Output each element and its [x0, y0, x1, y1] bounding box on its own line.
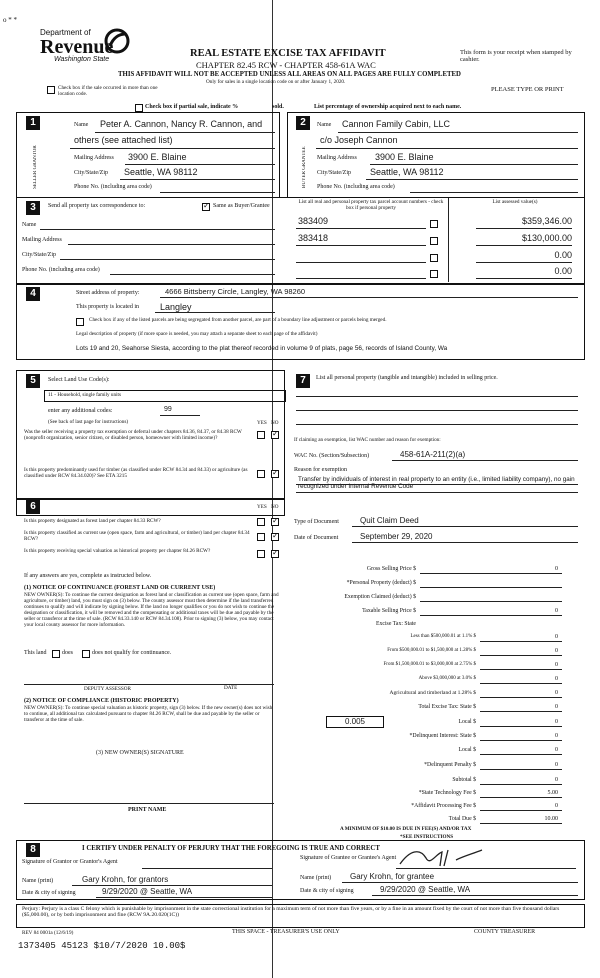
calc-value[interactable]: 0	[555, 704, 558, 710]
wac-label: WAC No. (Section/Subsection)	[294, 453, 370, 459]
compliance-title: (2) NOTICE OF COMPLIANCE (HISTORIC PROPERTY)	[24, 698, 179, 704]
rev-number: REV 84 0001a (12/6/19)	[22, 930, 74, 936]
calc-value[interactable]: 0	[555, 719, 558, 725]
section-7-number: 7	[296, 374, 310, 388]
compliance-text: NEW OWNER(S): To continue special valuation as historic property, sign (3) below. If the new owner(s) does not wish to continue, all additional tax calculated pursuant to chapter 84.26 RCW, shall be due and payable by the seller or transferor at the time of sale.	[24, 705, 273, 723]
personal-property-checkbox[interactable]	[430, 270, 438, 278]
s5-q2-no[interactable]	[271, 470, 279, 478]
perjury-text: Perjury: Perjury is a class C felony which is punishable by imprisonment in the state correctional institution for a maximum term of not more than five years, or by a fine in an amount fixed by the court of not more than five thousand dollars ($5,000.00), or by both imprisonment and fine (RCW 9A.20.020(1C))	[22, 906, 560, 919]
s6-q3-no[interactable]	[271, 550, 279, 558]
calc-label: Agricultural and timberland at 1.28% $	[389, 690, 476, 696]
calc-value[interactable]: 0	[555, 803, 558, 809]
grantee-name-value[interactable]: Gary Krohn, for grantee	[350, 872, 435, 881]
calc-label: From $1,500,000.01 to $3,000,000 at 2.75% $	[383, 662, 476, 667]
section-2-number: 2	[296, 116, 310, 130]
s5-q2-yes[interactable]	[257, 470, 265, 478]
doc-type-value[interactable]: Quit Claim Deed	[360, 516, 419, 525]
does-checkbox[interactable]	[52, 650, 60, 658]
multi-location-checkbox[interactable]	[47, 86, 55, 94]
grantor-date-value[interactable]: 9/29/2020 @ Seattle, WA	[102, 887, 193, 896]
calc-label: Taxable Selling Price $	[362, 608, 416, 614]
personal-property-checkbox[interactable]	[430, 237, 438, 245]
calc-value[interactable]: 0	[555, 662, 558, 668]
buyer-name-value-2[interactable]: c/o Joseph Cannon	[320, 135, 398, 145]
s5-no: NO	[271, 420, 279, 426]
s3-city-label: City/State/Zip	[22, 252, 56, 258]
buyer-address-label: Mailing Address	[317, 155, 357, 161]
same-as-buyer-checkbox[interactable]	[202, 203, 210, 211]
s6-q2: Is this property classified as current use (open space, farm and agricultural, or timber) land per chapter 84.34 RCW?	[24, 530, 250, 542]
calc-value[interactable]: 0	[555, 733, 558, 739]
seller-name-value-2[interactable]: others (see attached list)	[74, 135, 173, 145]
s6-q1-yes[interactable]	[257, 518, 265, 526]
segregated-label: Check box if any of the listed parcels are being segregated from another parcel, are part of a boundary line adjustment or parcels being merged.	[89, 317, 387, 323]
form-subtitle: CHAPTER 82.45 RCW - CHAPTER 458-61A WAC	[196, 60, 376, 70]
land-use-value: 11 - Household, single family units	[48, 392, 122, 398]
grantor-date-label: Date & city of signing	[22, 890, 76, 896]
buyer-name-value[interactable]: Cannon Family Cabin, LLC	[342, 119, 451, 129]
form-title: REAL ESTATE EXCISE TAX AFFIDAVIT	[190, 48, 386, 59]
grantor-name-label: Name (print)	[22, 878, 54, 884]
partial-sale-checkbox[interactable]	[135, 104, 143, 112]
buyer-city-label: City/State/Zip	[317, 170, 351, 176]
minimum-note: A MINIMUM OF $10.00 IS DUE IN FEE(S) AND/OR TAX	[340, 826, 472, 832]
buyer-phone-label: Phone No. (including area code)	[317, 184, 395, 190]
receipt-note: This form is your receipt when stamped by cashier.	[460, 49, 572, 64]
new-owner-signature-label: (3) NEW OWNER(S) SIGNATURE	[96, 750, 184, 756]
calc-label: Less than $500,000.01 at 1.1% $	[410, 634, 476, 639]
s5-q1: Was the seller receiving a property tax exemption or deferral under chapters 84.36, 84.37, or 84.38 RCW (nonprofit organization, senior citizen, or disabled person, homeowner with limited income)?	[24, 429, 242, 441]
parcel-number[interactable]: 383418	[298, 233, 329, 243]
this-land-label: This land	[24, 650, 47, 656]
calc-value[interactable]: 10.00	[544, 816, 558, 822]
continuance-title: (1) NOTICE OF CONTINUANCE (FOREST LAND OR CURRENT USE)	[24, 585, 216, 591]
land-use-label: Select Land Use Code(s):	[48, 377, 110, 383]
assessed-header: List assessed value(s)	[492, 199, 538, 205]
grantee-signature-mark[interactable]	[396, 846, 486, 870]
land-use-select[interactable]	[44, 390, 286, 402]
s3-name-label: Name	[22, 222, 37, 228]
calc-value[interactable]: 0	[555, 566, 558, 572]
s5-q1-no[interactable]	[271, 431, 279, 439]
local-rate-value: 0.005	[344, 717, 366, 726]
s5-yes: YES	[257, 420, 267, 426]
personal-property-checkbox[interactable]	[430, 254, 438, 262]
seller-city-value[interactable]: Seattle, WA 98112	[124, 167, 198, 177]
seller-name-value[interactable]: Peter A. Cannon, Nancy R. Cannon, and	[100, 119, 263, 129]
calc-label: *Personal Property (deduct) $	[346, 580, 416, 586]
see-instructions: *SEE INSTRUCTIONS	[400, 834, 454, 840]
local-rate-field[interactable]	[326, 716, 384, 728]
calc-label: Local $	[458, 747, 476, 753]
buyer-side-label: BUYER GRANTEE	[302, 146, 307, 188]
grantee-date-value[interactable]: 9/29/2020 @ Seattle, WA	[380, 885, 471, 894]
section-4-number: 4	[26, 287, 40, 301]
s6-q2-yes[interactable]	[257, 533, 265, 541]
notice: THIS AFFIDAVIT WILL NOT BE ACCEPTED UNLESS ALL AREAS ON ALL PAGES ARE FULLY COMPLETED	[118, 71, 461, 78]
county-treasurer: COUNTY TREASURER	[474, 929, 536, 935]
deputy-assessor-label: DEPUTY ASSESSOR	[84, 686, 131, 692]
seller-address-label: Mailing Address	[74, 155, 114, 161]
street-label: Street address of property:	[76, 290, 140, 296]
calc-label: Subtotal $	[452, 777, 476, 783]
calc-label: From $500,000.01 to $1,500,000 at 1.28% $	[387, 648, 476, 653]
section-6-number: 6	[26, 500, 40, 514]
doc-type-label: Type of Document	[294, 519, 339, 525]
ownership-note: List percentage of ownership acquired next to each name.	[314, 104, 462, 110]
additional-codes-value[interactable]: 99	[164, 406, 172, 413]
s6-no: NO	[271, 504, 279, 510]
s6-q2-no[interactable]	[271, 533, 279, 541]
s3-address-label: Mailing Address	[22, 237, 62, 243]
dept-label: Department of	[40, 28, 91, 37]
section-1-number: 1	[26, 116, 40, 130]
cashier-stamp: 1373405 45123 $10/7/2020 10.00$	[18, 941, 186, 951]
partial-sale-label: Check box if partial sale, indicate %	[145, 104, 239, 110]
treasurer-use-only: THIS SPACE - TREASURER'S USE ONLY	[232, 929, 340, 935]
s5-q1-yes[interactable]	[257, 431, 265, 439]
calc-label: *Delinquent Penalty $	[424, 762, 476, 768]
buyer-city-value[interactable]: Seattle, WA 98112	[370, 167, 444, 177]
calc-value[interactable]: 0	[555, 608, 558, 614]
calc-label: Total Due $	[448, 816, 476, 822]
personal-property-checkbox[interactable]	[430, 220, 438, 228]
continuance-text: NEW OWNER(S): To continue the current designation as forest land or classification as current use (open space, farm and agriculture, or timber) land, you must sign on (3) below. The county assessor must then determine if the land transferred continues to qualify and will indicate by signing below. If the land no longer qualifies or you do not wish to continue the designation or classification, it will be removed and the compensating or additional taxes will be due and payable by the seller or transferor at the time of sale. (RCW 84.33.140 or RCW 84.34.108). Prior to signing (3) below, you may contact your local county assessor for more information.	[24, 592, 279, 628]
section-3-number: 3	[26, 201, 40, 215]
seller-name-label: Name	[74, 122, 89, 128]
exemption-label: If claiming an exemption, list WAC number and reason for exemption:	[294, 437, 441, 443]
grantor-signature-label: Signature of Grantor or Grantor's Agent	[22, 859, 118, 865]
assessed-value[interactable]: 0.00	[554, 250, 572, 260]
dept-state: Washington State	[54, 55, 110, 63]
s6-q1-no[interactable]	[271, 518, 279, 526]
location-value[interactable]: Langley	[160, 302, 192, 312]
s6-yes: YES	[257, 504, 267, 510]
assessed-value[interactable]: 0.00	[554, 266, 572, 276]
personal-property-label: List all personal property (tangible and intangible) included in selling price.	[316, 375, 498, 381]
does-not-label: does not qualify for continuance.	[92, 650, 172, 656]
calc-label: *Affidavit Processing Fee $	[411, 803, 476, 809]
assessed-value[interactable]: $130,000.00	[521, 233, 572, 243]
see-back: (See back of last page for instructions)	[48, 419, 129, 425]
calc-label: *State Technology Fee $	[418, 790, 476, 796]
calc-value[interactable]: 0	[555, 777, 558, 783]
location-label: This property is located in	[76, 304, 139, 310]
reason-value[interactable]: Transfer by individuals of interest in real property to an entity (i.e., limited liability company), no gain recognized under Internal Revenue Code	[298, 476, 575, 491]
calc-value[interactable]: 0	[555, 690, 558, 696]
calc-value[interactable]: 5.00	[547, 790, 558, 796]
section-8-number: 8	[26, 843, 40, 857]
s6-q3: Is this property receiving special valuation as historical property per chapter 84.26 RCW?	[24, 548, 211, 554]
doc-date-value[interactable]: September 29, 2020	[360, 532, 433, 541]
calc-value[interactable]: 0	[555, 634, 558, 640]
street-value[interactable]: 4666 Bittsberry Circle, Langley, WA 98260	[165, 287, 306, 296]
buyer-name-label: Name	[317, 122, 332, 128]
calc-label: Gross Selling Price $	[366, 566, 416, 572]
legal-desc-label: Legal description of property (if more space is needed, you may attach a separate sheet to each page of the affidavit)	[76, 331, 318, 337]
calc-value[interactable]: 0	[555, 762, 558, 768]
calc-label: *Delinquent Interest: State $	[409, 733, 476, 739]
section-5-number: 5	[26, 374, 40, 388]
does-not-checkbox[interactable]	[82, 650, 90, 658]
same-as-buyer-label: Same as Buyer/Grantee	[213, 203, 270, 209]
seller-phone-label: Phone No. (including area code)	[74, 184, 152, 190]
certify-statement: I CERTIFY UNDER PENALTY OF PERJURY THAT THE FOREGOING IS TRUE AND CORRECT	[82, 845, 380, 852]
grantor-name-value[interactable]: Gary Krohn, for grantors	[82, 875, 169, 884]
s6-q1: Is this property designated as forest land per chapter 84.33 RCW?	[24, 518, 161, 524]
s5-q2: Is this property predominantly used for timber (as classified under RCW 84.34 and 84.33) or agriculture (as classified under RCW 84.34.020)? See ETA 3215	[24, 467, 248, 479]
calc-value[interactable]: 0	[555, 648, 558, 654]
calc-value[interactable]: 0	[555, 676, 558, 682]
calc-label: Above $3,000,000 at 3.0% $	[418, 676, 476, 681]
reason-label: Reason for exemption	[294, 467, 347, 473]
s3-phone-label: Phone No. (including area code)	[22, 267, 100, 273]
sold-label: sold.	[272, 104, 284, 110]
seller-address-value[interactable]: 3900 E. Blaine	[128, 152, 187, 162]
revenue-swirl-icon	[104, 28, 130, 54]
date-label: DATE	[224, 685, 238, 691]
segregated-checkbox[interactable]	[76, 318, 84, 326]
legal-desc-value[interactable]: Lots 19 and 20, Seahorse Siesta, according to the plat thereof recorded in volume 9 of plats, page 56, records of Island County, Wa	[76, 345, 448, 352]
corner-mark: o * *	[3, 16, 17, 24]
seller-side-label: SELLER GRANTOR	[33, 145, 38, 189]
buyer-address-value[interactable]: 3900 E. Blaine	[375, 152, 434, 162]
seller-city-label: City/State/Zip	[74, 170, 108, 176]
multi-location-label: Check box if the sale occurred in more than one location code.	[58, 85, 158, 97]
grantee-signature-label: Signature of Grantee or Grantee's Agent	[300, 855, 397, 861]
doc-date-label: Date of Document	[294, 535, 339, 541]
grantee-name-label: Name (print)	[300, 875, 332, 881]
if-yes-note: If any answers are yes, complete as instructed below.	[24, 573, 152, 579]
section-6-header	[16, 498, 285, 516]
calc-label: Local $	[458, 719, 476, 725]
parcel-number[interactable]: 383409	[298, 216, 329, 226]
does-label: does	[62, 650, 73, 656]
additional-codes-label: enter any additional codes:	[48, 408, 113, 414]
parcel-header: List all real and personal property tax parcel account numbers - check box if personal property	[298, 199, 444, 211]
type-or-print: PLEASE TYPE OR PRINT	[491, 86, 564, 93]
send-correspondence-label: Send all property tax correspondence to:	[48, 203, 146, 209]
calc-value[interactable]: 0	[555, 747, 558, 753]
assessed-value[interactable]: $359,346.00	[521, 216, 572, 226]
dor-logo	[40, 28, 113, 63]
wac-value[interactable]: 458-61A-211(2)(a)	[400, 450, 466, 459]
calc-label: Excise Tax: State	[375, 621, 416, 627]
calc-label: Exemption Claimed (deduct) $	[344, 594, 416, 600]
s6-q3-yes[interactable]	[257, 550, 265, 558]
dept-name: Revenue	[40, 35, 114, 58]
print-name-label: PRINT NAME	[128, 807, 167, 813]
calc-label: Total Excise Tax: State $	[418, 704, 476, 710]
grantee-date-label: Date & city of signing	[300, 888, 354, 894]
grantor-signature-line[interactable]	[142, 868, 272, 869]
notice-sub: Only for sales in a single location code on or after January 1, 2020.	[206, 79, 346, 85]
